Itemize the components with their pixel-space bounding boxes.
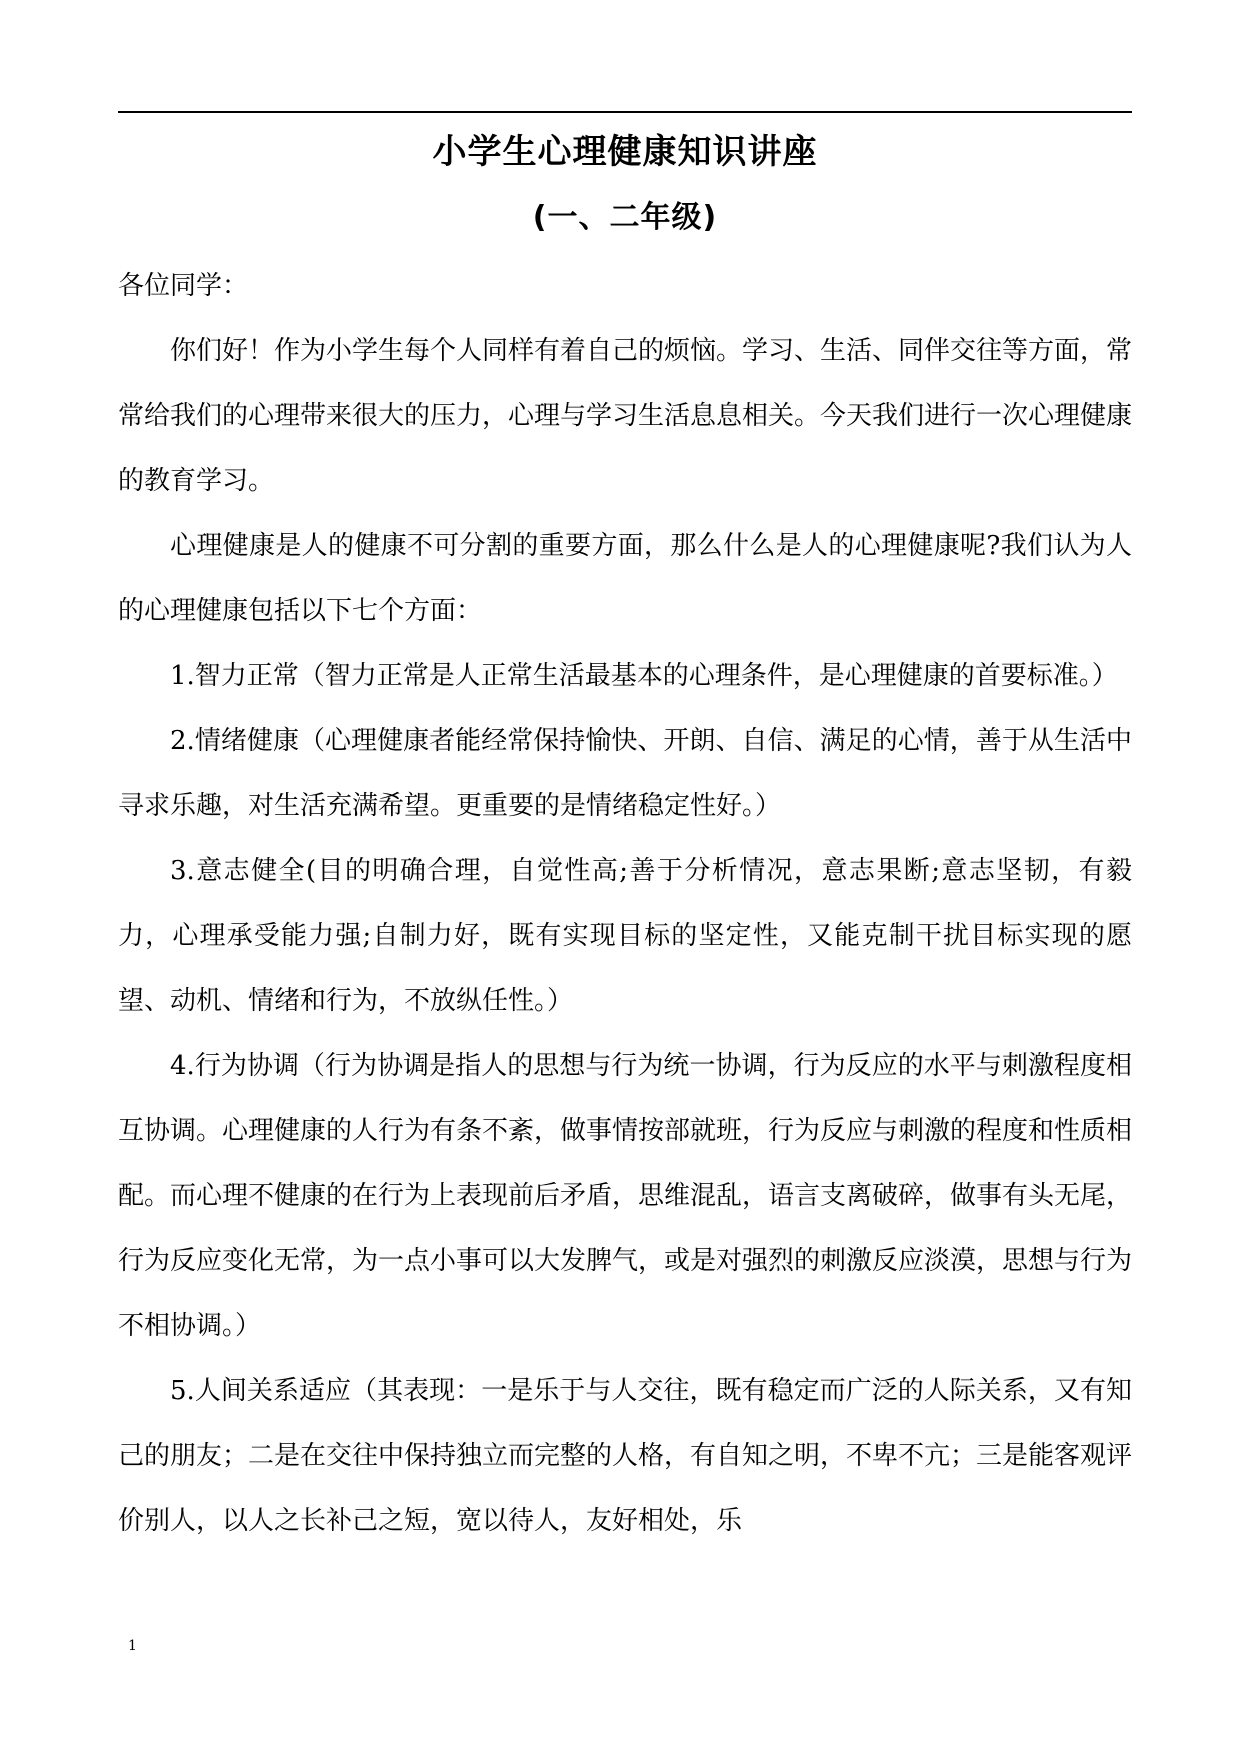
list-item-intelligence: 1.智力正常（智力正常是人正常生活最基本的心理条件，是心理健康的首要标准。） xyxy=(170,661,1118,691)
document-title: 小学生心理健康知识讲座 xyxy=(432,132,818,172)
list-item-behavior: 4.行为协调（行为协调是指人的思想与行为统一协调，行为反应的水平与刺激程度相互协调。心理健康的人行为有条不紊，做事情按部就班，行为反应与刺激的程度和性质相配。而心理不健康的在行为上表现前后矛盾，思维混乱，语言支离破碎，做事有头无尾，行为反应变化无常，为一点小事可以大发脾气，或是对强烈的刺激反应淡漠，思想与行为不相协调。） xyxy=(118,1051,1133,1341)
paragraph-greeting: 你们好！作为小学生每个人同样有着自己的烦恼。学习、生活、同伴交往等方面，常常给我们的心理带来很大的压力，心理与学习生活息息相关。今天我们进行一次心理健康的教育学习。 xyxy=(118,336,1133,496)
page-number: 1 xyxy=(128,1638,137,1654)
list-item-emotion: 2.情绪健康（心理健康者能经常保持愉快、开朗、自信、满足的心情，善于从生活中寻求乐趣，对生活充满希望。更重要的是情绪稳定性好。） xyxy=(118,726,1132,821)
document-body xyxy=(118,254,1132,1554)
list-item-will: 3.意志健全(目的明确合理，自觉性高;善于分析情况，意志果断;意志坚韧，有毅力，心理承受能力强;自制力好，既有实现目标的坚定性，又能克制干扰目标实现的愿望、动机、情绪和行为，不放纵任性。） xyxy=(118,856,1132,1016)
header-rule xyxy=(118,111,1132,113)
list-item-relationships: 5.人间关系适应（其表现：一是乐于与人交往，既有稳定而广泛的人际关系，又有知己的朋友；二是在交往中保持独立而完整的人格，有自知之明，不卑不亢；三是能客观评价别人，以人之长补己之短，宽以待人，友好相处，乐 xyxy=(118,1376,1133,1536)
document-subtitle: (一、二年级) xyxy=(532,200,718,235)
paragraph-definition: 心理健康是人的健康不可分割的重要方面，那么什么是人的心理健康呢?我们认为人的心理健康包括以下七个方面： xyxy=(118,531,1132,626)
salutation: 各位同学： xyxy=(118,271,249,301)
